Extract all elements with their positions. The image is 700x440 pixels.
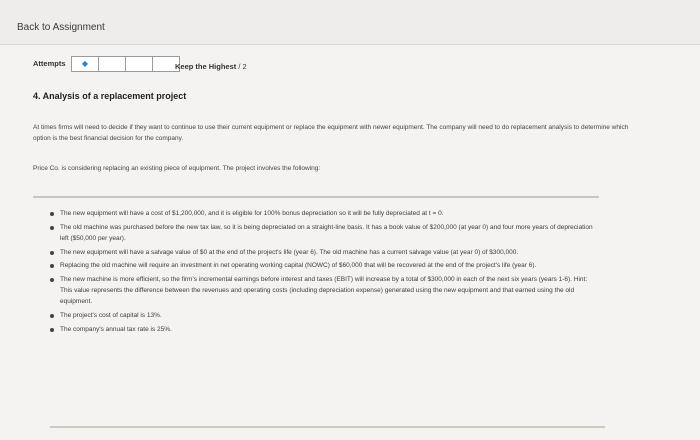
assumptions-list <box>50 208 598 338</box>
diamond-icon: ◆ <box>81 59 89 68</box>
list-item-text: The old machine was purchased before the new tax law, so it is being depreciated on a straight-line basis. It has a book value of $200,000 (at year 0) and four more years of depreciation left ($50,000 per year). <box>60 223 593 242</box>
bullet-icon <box>50 264 54 268</box>
intro-paragraph: At times firms will need to decide if they want to continue to use their current equipment or replace the equipment with newer equipment. The company will need to do replacement analysis to determine which option is the best financial decision for the company. <box>33 124 629 142</box>
list-item-text: The company's annual tax rate is 25%. <box>60 325 172 333</box>
list-item-text: The new machine is more efficient, so the firm's incremental earnings before interest and taxes (EBIT) will increase by a total of $300,000 in each of the next six years (years 1-6). Hint: This value represents the difference between the revenues and operating costs (including depreciation expense) generated using the new equipment and that earned using the old equipment. <box>60 276 588 306</box>
scenario-paragraph: Price Co. is considering replacing an existing piece of equipment. The project involves the following: <box>33 165 321 172</box>
list-item-text: The project's cost of capital is 13%. <box>60 312 162 320</box>
bullet-icon <box>50 212 54 216</box>
list-item-text: The new equipment will have a salvage value of $0 at the end of the project's life (year 6). The old machine has a current salvage value (at year 0) of $300,000. <box>60 248 519 256</box>
attempt-box-3 <box>125 56 153 72</box>
list-item <box>50 247 598 258</box>
top-bar <box>0 0 700 45</box>
bullet-icon <box>50 314 54 318</box>
attempt-box-2 <box>98 56 126 72</box>
attempt-box-1 <box>71 56 99 72</box>
list-item <box>50 222 598 244</box>
bullet-icon <box>50 278 54 282</box>
list-item <box>50 274 598 308</box>
divider-bottom <box>50 426 605 428</box>
list-item <box>50 260 598 271</box>
keep-highest-label <box>175 62 247 71</box>
bullet-icon <box>50 226 54 230</box>
keep-highest-value: / 2 <box>238 62 247 71</box>
keep-highest-text: Keep the Highest <box>175 62 237 71</box>
list-item <box>50 310 598 321</box>
divider-top <box>33 196 599 198</box>
list-item <box>50 208 598 219</box>
bullet-icon <box>50 251 54 255</box>
list-item-text: Replacing the old machine will require an investment in net operating working capital (NOWC) of $60,000 that will be recovered at the end of the project's life (year 6). <box>60 262 537 270</box>
list-item-text: The new equipment will have a cost of $1,200,000, and it is eligible for 100% bonus depreciation so it will be fully depreciated at t = 0. <box>60 210 444 217</box>
question-title: 4. Analysis of a replacement project <box>33 91 187 101</box>
back-to-assignment-link[interactable]: Back to Assignment <box>17 22 105 33</box>
attempts-boxes <box>71 56 179 72</box>
list-item <box>50 324 598 335</box>
attempts-label: Attempts <box>33 59 66 68</box>
bullet-icon <box>50 328 54 332</box>
